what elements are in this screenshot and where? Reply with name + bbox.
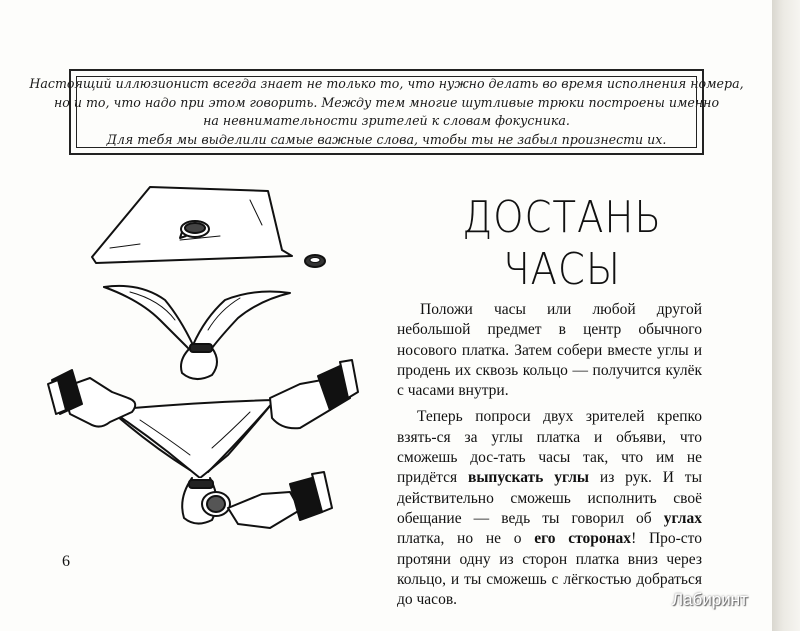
title-line: ДОСТАНЬ: [462, 192, 662, 243]
ring-icon: [305, 255, 325, 267]
page-number: 6: [62, 553, 70, 570]
text-segment: платка, но не о: [397, 530, 535, 548]
text-line: Затем собери вместе углы и продень их сквозь: [397, 341, 702, 379]
paragraph-trick: [397, 407, 702, 610]
bold-phrase: выпускать углы: [467, 469, 590, 487]
text-segment: ! Про-сто протяни одну из сторон платка вниз через кольцо, и ты сможешь с лёгкостью добраться до часов.: [397, 530, 703, 609]
body-text: [397, 300, 702, 616]
text-line: кольцо — получится кулёк с часами внутри.: [397, 361, 702, 400]
title-line: ЧАСЫ: [503, 244, 621, 295]
bold-phrase: его сторонах: [534, 530, 632, 548]
bottom-hand: [202, 472, 332, 528]
right-hand: [270, 360, 358, 428]
paragraph-instructions: [397, 300, 702, 401]
text-line: предмет в центр обычного носового платка.: [397, 321, 702, 359]
text-segment: Теперь попроси двух зрителей крепко взять-ся за углы платка и объяви, что сможешь дос-тать часы так, что им не придётся: [397, 408, 702, 487]
text-line: Положи часы или любой другой небольшой: [397, 301, 702, 339]
watermark-logo: Лабиринт: [672, 590, 748, 609]
intro-line: Для тебя мы выделили самые важные слова, чтобы ты не забыл произнести их.: [106, 131, 667, 147]
handkerchief-bundle: [104, 286, 290, 379]
intro-line: но и то, что надо при этом говорить. Между тем многие шутливые трюки построены именно: [53, 94, 720, 110]
bold-phrase: углах: [663, 509, 702, 527]
intro-line: Настоящий иллюзионист всегда знает не только то, что нужно делать во время исполнения номера,: [29, 76, 744, 91]
text-segment: из рук. И ты действительно сможешь исполнить своё обещание — ведь ты говорил об: [397, 469, 702, 527]
intro-line: на невнимательности зрителей к словам фокусника.: [203, 113, 570, 128]
page-title: [440, 192, 684, 296]
